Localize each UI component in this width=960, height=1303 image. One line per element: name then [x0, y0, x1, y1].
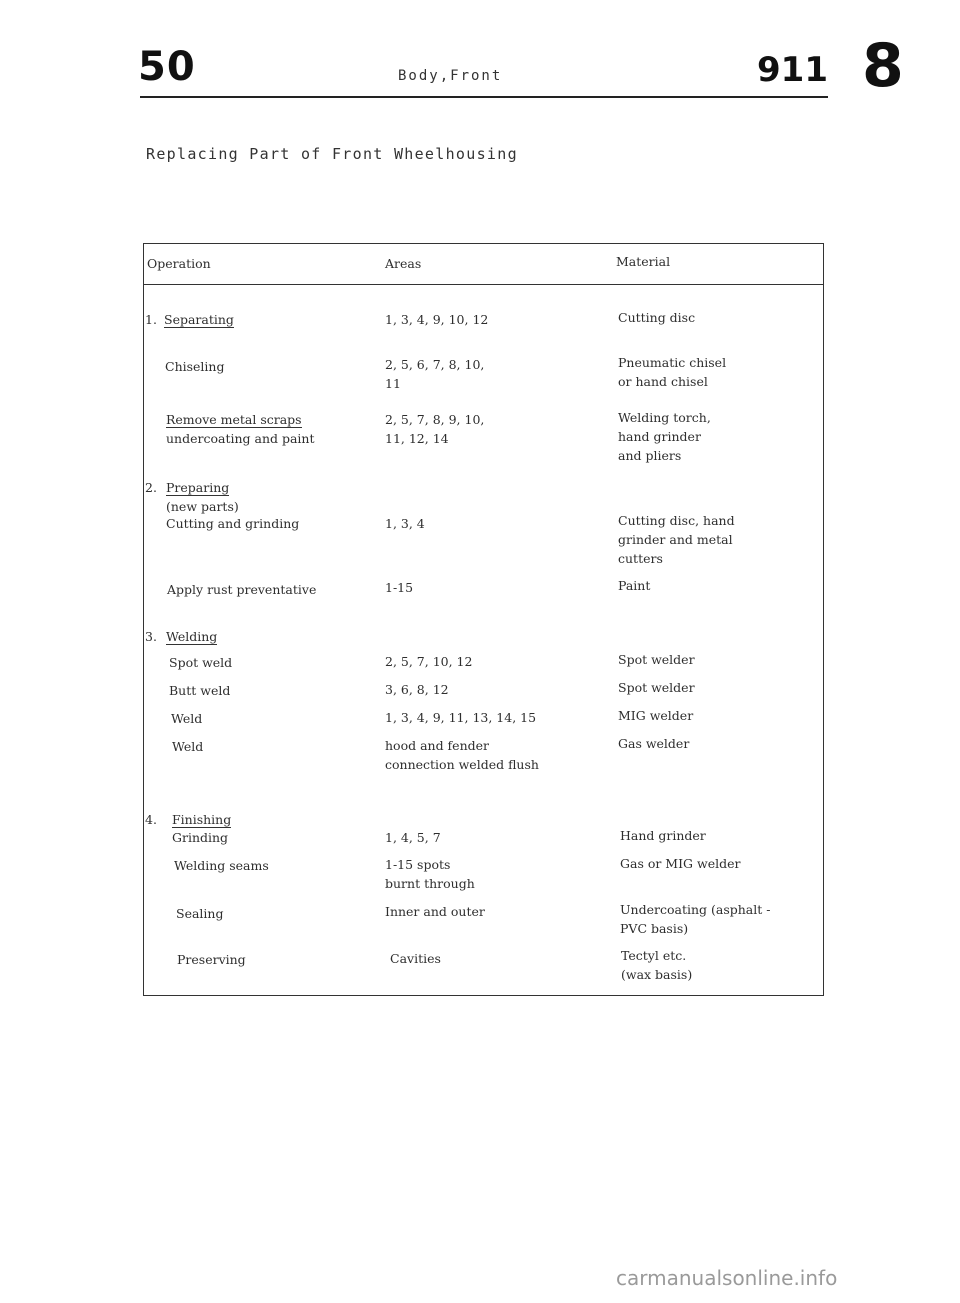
step-number: 3. — [145, 629, 157, 644]
areas-cell: 2, 5, 7, 8, 9, 10, 11, 12, 14 — [385, 412, 485, 446]
areas-cell: 1, 4, 5, 7 — [385, 830, 441, 845]
material-cell: Cutting disc — [618, 310, 696, 325]
material-cell: Tectyl etc. (wax basis) — [621, 948, 693, 982]
material-cell: Spot welder — [618, 652, 695, 667]
operation-cell-continued: undercoating and paint — [166, 431, 315, 446]
material-cell: Welding torch, hand grinder and pliers — [618, 410, 711, 463]
operation-cell: Grinding — [172, 830, 229, 845]
material-cell: Cutting disc, hand grinder and metal cutters — [618, 513, 735, 566]
page-number: 50 — [138, 44, 196, 90]
column-header-operation: Operation — [147, 256, 211, 271]
areas-cell: 2, 5, 7, 10, 12 — [385, 654, 473, 669]
material-cell: Paint — [618, 578, 651, 593]
areas-cell: Inner and outer — [385, 904, 485, 919]
step-number: 1. — [145, 312, 157, 327]
material-cell: Gas or MIG welder — [620, 856, 741, 871]
model-number: 911 — [757, 50, 828, 90]
areas-cell: 1-15 spots burnt through — [385, 857, 475, 891]
table-header-divider — [143, 284, 824, 285]
areas-cell: 2, 5, 6, 7, 8, 10, 11 — [385, 357, 485, 391]
group-number: 8 — [862, 31, 904, 101]
operation-cell: Weld — [172, 739, 204, 754]
areas-cell: 1-15 — [385, 580, 414, 595]
step-heading-preparing: Preparing — [166, 480, 230, 495]
areas-cell: Cavities — [390, 951, 441, 966]
areas-cell: 1, 3, 4, 9, 11, 13, 14, 15 — [385, 710, 537, 725]
material-cell: Hand grinder — [620, 828, 706, 843]
column-header-material: Material — [616, 254, 671, 269]
operation-cell: Butt weld — [169, 683, 231, 698]
operation-cell: Welding seams — [174, 858, 269, 873]
step-number: 4. — [145, 812, 157, 827]
document-title: Replacing Part of Front Wheelhousing — [146, 145, 518, 163]
section-title: Body,Front — [398, 68, 503, 84]
areas-cell: 1, 3, 4 — [385, 516, 425, 531]
material-cell: Gas welder — [618, 736, 690, 751]
material-cell: Undercoating (asphalt - PVC basis) — [620, 902, 771, 936]
step-heading-separating: Separating — [164, 312, 234, 327]
step-heading-welding: Welding — [166, 629, 218, 644]
material-cell: Spot welder — [618, 680, 695, 695]
operation-cell-note: (new parts) — [166, 499, 239, 514]
column-header-areas: Areas — [385, 256, 422, 271]
step-number: 2. — [145, 480, 157, 495]
operation-cell: Preserving — [177, 952, 246, 967]
step-heading-finishing: Finishing — [172, 812, 232, 827]
operation-cell: Apply rust preventative — [167, 582, 317, 597]
areas-cell: hood and fender connection welded flush — [385, 738, 539, 772]
operation-cell: Spot weld — [169, 655, 233, 670]
areas-cell: 1, 3, 4, 9, 10, 12 — [385, 312, 489, 327]
operation-cell: Remove metal scraps — [166, 412, 302, 427]
header-rule — [140, 96, 828, 98]
areas-cell: 3, 6, 8, 12 — [385, 682, 449, 697]
watermark-text: carmanualsonline.info — [616, 1266, 838, 1290]
operation-cell: Cutting and grinding — [166, 516, 300, 531]
material-cell: Pneumatic chisel or hand chisel — [618, 355, 727, 389]
material-cell: MIG welder — [618, 708, 694, 723]
operation-cell: Weld — [171, 711, 203, 726]
operation-cell: Sealing — [176, 906, 224, 921]
operation-cell: Chiseling — [165, 359, 225, 374]
